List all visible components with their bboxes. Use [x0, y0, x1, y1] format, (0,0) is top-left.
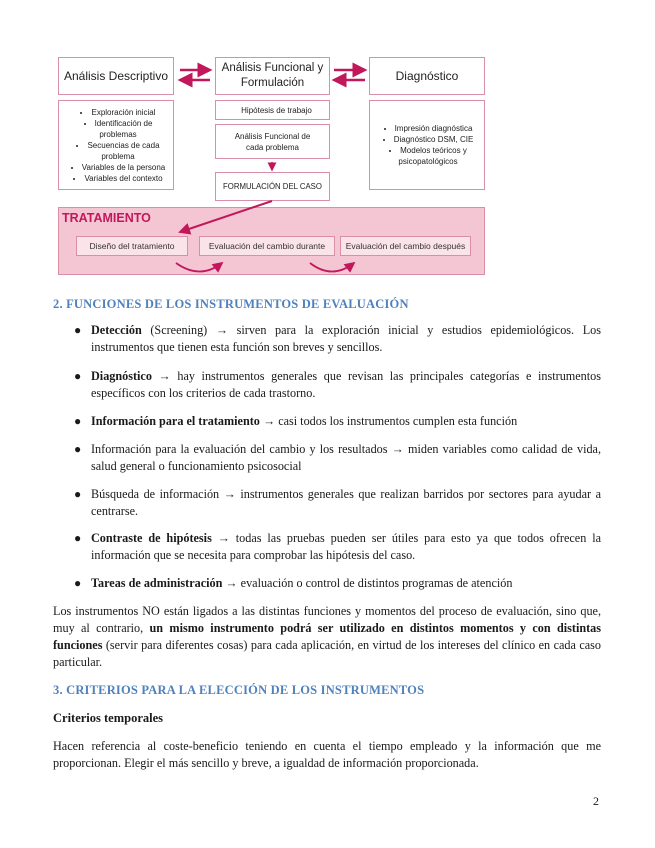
bullet-dot: ● — [74, 414, 82, 428]
page-number: 2 — [593, 794, 599, 808]
bullet-dot: ● — [74, 487, 82, 501]
bullet-diagnostico: Diagnóstico → hay instrumentos generales que revisan las principales categorías e instrumentos específicos con los criterios de cada trastorno. — [91, 369, 601, 400]
section3-heading: 3. CRITERIOS PARA LA ELECCIÓN DE LOS INSTRUMENTOS — [53, 683, 425, 697]
bullet-dot: ● — [74, 576, 82, 590]
section2-paragraph: Los instrumentos NO están ligados a las distintas funciones y momentos del proceso de evaluación, sino que, muy al contrario, un mismo instrumento podrá ser utilizado en distintos momentos y con distintas funciones (servir para diferentes cosas) para cada aplicación, en virtud de los intereses del clínico en cada caso particular. — [53, 604, 601, 669]
analisis-funcional-box: Análisis Funcional y Formulación — [215, 57, 330, 95]
criterios-temporales-subheading: Criterios temporales — [53, 711, 164, 725]
diagnostico-box: Diagnóstico — [369, 57, 485, 95]
tratamiento-title: TRATAMIENTO — [62, 211, 151, 225]
trat-box-durante: Evaluación del cambio durante — [199, 236, 335, 256]
trat-box-despues: Evaluación del cambio después — [340, 236, 471, 256]
trat-box-diseno: Diseño del tratamiento — [76, 236, 188, 256]
diagnostico-list: • Impresión diagnóstica • Diagnóstico DSM, CIE • Modelos teóricos y psicopatológicos — [376, 123, 480, 167]
analisis-funcional-item-box: Análisis Funcional de cada problema — [215, 124, 330, 159]
arrow-right-pair — [334, 70, 365, 80]
bullet-tratamiento: Información para el tratamiento → casi todos los instrumentos cumplen esta función — [91, 414, 518, 428]
formulacion-box: FORMULACIÓN DEL CASO — [215, 172, 330, 201]
arrow-left-pair — [180, 70, 210, 80]
descriptivo-list: • Exploración inicial • Identificación de problemas • Secuencias de cada problema • Variables de la persona • Variables del contexto — [67, 107, 169, 184]
bullet-cambio: Información para la evaluación del cambio y los resultados → miden variables como calidad de vida, salud general o funcionamiento psicosocial — [91, 442, 601, 473]
arrow-to-treatment — [180, 201, 272, 232]
bullet-deteccion: Detección (Screening) → sirven para la exploración inicial y estudios epidemiológicos. Los instrumentos que tienen esta función son breves y sencillos. — [91, 323, 601, 354]
hipotesis-box: Hipótesis de trabajo — [215, 100, 330, 120]
bullet-dot: ● — [74, 323, 82, 337]
curve-arrow-2 — [310, 263, 354, 272]
bullet-dot: ● — [74, 531, 82, 545]
section3-paragraph: Hacen referencia al coste-beneficio teniendo en cuenta el tiempo empleado y la información que me proporcionan. Elegir el más sencillo y breve, a igualdad de información proporcionada. — [53, 739, 601, 770]
section2-heading: 2. FUNCIONES DE LOS INSTRUMENTOS DE EVALUACIÓN — [53, 297, 409, 311]
diagram-arrows — [0, 0, 655, 280]
bullet-busqueda: Búsqueda de información → instrumentos generales que realizan barridos por sectores para ayudar a centrarse. — [91, 487, 601, 518]
bullet-contraste: Contraste de hipótesis → todas las pruebas pueden ser útiles para esto ya que todos ofrecen la información que se necesita para comprobar las hipótesis del caso. — [91, 531, 601, 562]
analisis-descriptivo-box: Análisis Descriptivo — [58, 57, 174, 95]
bullet-dot: ● — [74, 442, 82, 456]
bullet-dot: ● — [74, 369, 82, 383]
curve-arrow-1 — [176, 263, 222, 272]
bullet-administracion: Tareas de administración → evaluación o control de distintos programas de atención — [91, 576, 513, 590]
